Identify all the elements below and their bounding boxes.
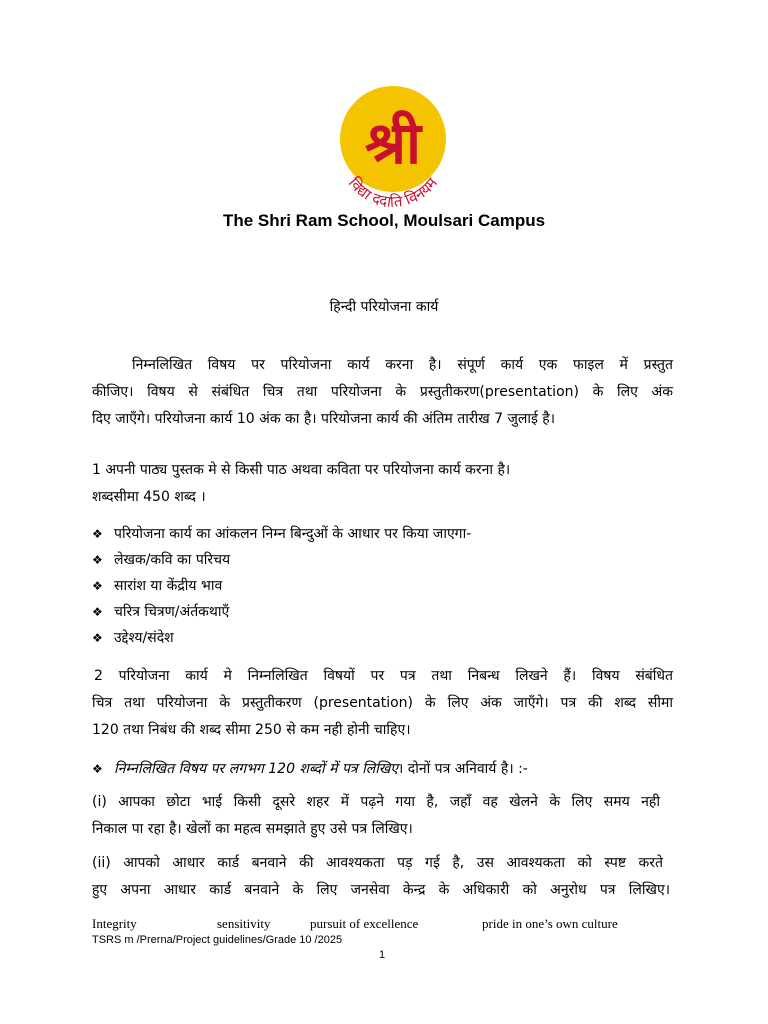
footer-value-sensitivity: sensitivity [217,916,271,931]
school-logo [330,85,456,211]
bullet-icon: ❖ [92,579,103,593]
criteria-item: ❖ उद्देश्य/संदेश [92,625,174,651]
page-number: 1 [379,949,386,961]
document-title: हिन्दी परियोजना कार्य [329,299,439,315]
footer-value-culture: pride in one’s own culture [482,916,618,931]
logo-glyph: श्री [364,109,422,177]
criteria-item: ❖ चरित्र चित्रण/अंर्तकथाएँ [92,599,229,625]
bullet-icon: ❖ [92,605,103,619]
footer-value-excellence: pursuit of excellence [310,916,419,931]
criteria-item: ❖ परियोजना कार्य का आंकलन निम्न बिन्दुओं के आधार पर किया जाएगा- [92,521,471,547]
task2-line-1: 2 परियोजना कार्य मे निम्नलिखित विषयों पर पत्र तथा निबन्ध लिखने हैं। विषय संबंधित [94,668,673,684]
task2-line-2: चित्र तथा परियोजना के प्रस्तुतीकरण (presentation) के लिए अंक जाएँगे। पत्र की शब्द सीमा [92,695,673,711]
bullet-icon: ❖ [92,527,103,541]
criteria-item: ❖ सारांश या केंद्रीय भाव [92,573,222,599]
intro-line-3: दिए जाएँगे। परियोजना कार्य 10 अंक का है। परियोजना कार्य की अंतिम तारीख 7 जुलाई है। [92,411,556,427]
letter1-line-1: (i) आपका छोटा भाई किसी दूसरे शहर में पढ़ने गया है, जहाँ वह खेलने के लिए समय नही [92,794,660,810]
footer-reference: TSRS m /Prerna/Project guidelines/Grade 10 /2025 [92,934,343,946]
footer-value-integrity: Integrity [92,916,137,931]
intro-line-2: कीजिए। विषय से संबंधित चित्र तथा परियोजना के प्रस्तुतीकरण(presentation) के लिए अंक [92,384,673,400]
criteria-item: ❖ लेखक/कवि का परिचय [92,547,230,573]
letter1-line-2: निकाल पा रहा है। खेलों का महत्व समझाते हुए उसे पत्र लिखिए। [92,821,413,837]
letter2-line-2: हुए अपना आधार कार्ड बनवाने के लिए जनसेवा केन्द्र के अधिकारी को अनुरोध पत्र लिखिए। [92,882,670,898]
logo-motto: विद्या ददाति विनयम [344,173,442,211]
bullet-icon: ❖ [92,762,103,776]
task1-line-1: 1 अपनी पाठ्य पुस्तक मे से किसी पाठ अथवा कविता पर परियोजना कार्य करना है। [92,462,511,478]
letter-instruction-plain: । दोनों पत्र अनिवार्य है। :- [398,761,528,777]
intro-line-1: निम्नलिखित विषय पर परियोजना कार्य करना है। संपूर्ण कार्य एक फाइल में प्रस्तुत [132,357,673,373]
school-name: The Shri Ram School, Moulsari Campus [222,211,546,230]
letter-instruction-italic: निम्नलिखित विषय पर लगभग 120 शब्दों में पत्र लिखिए [114,761,399,777]
letter-instruction [92,756,528,782]
letter2-line-1: (ii) आपको आधार कार्ड बनवाने की आवश्यकता पड़ गई है, उस आवश्यकता को स्पष्ट करते [92,855,663,871]
bullet-icon: ❖ [92,631,103,645]
task1-line-2: शब्दसीमा 450 शब्द । [92,489,206,505]
bullet-icon: ❖ [92,553,103,567]
task2-line-3: 120 तथा निबंध की शब्द सीमा 250 से कम नही होनी चाहिए। [92,722,411,738]
